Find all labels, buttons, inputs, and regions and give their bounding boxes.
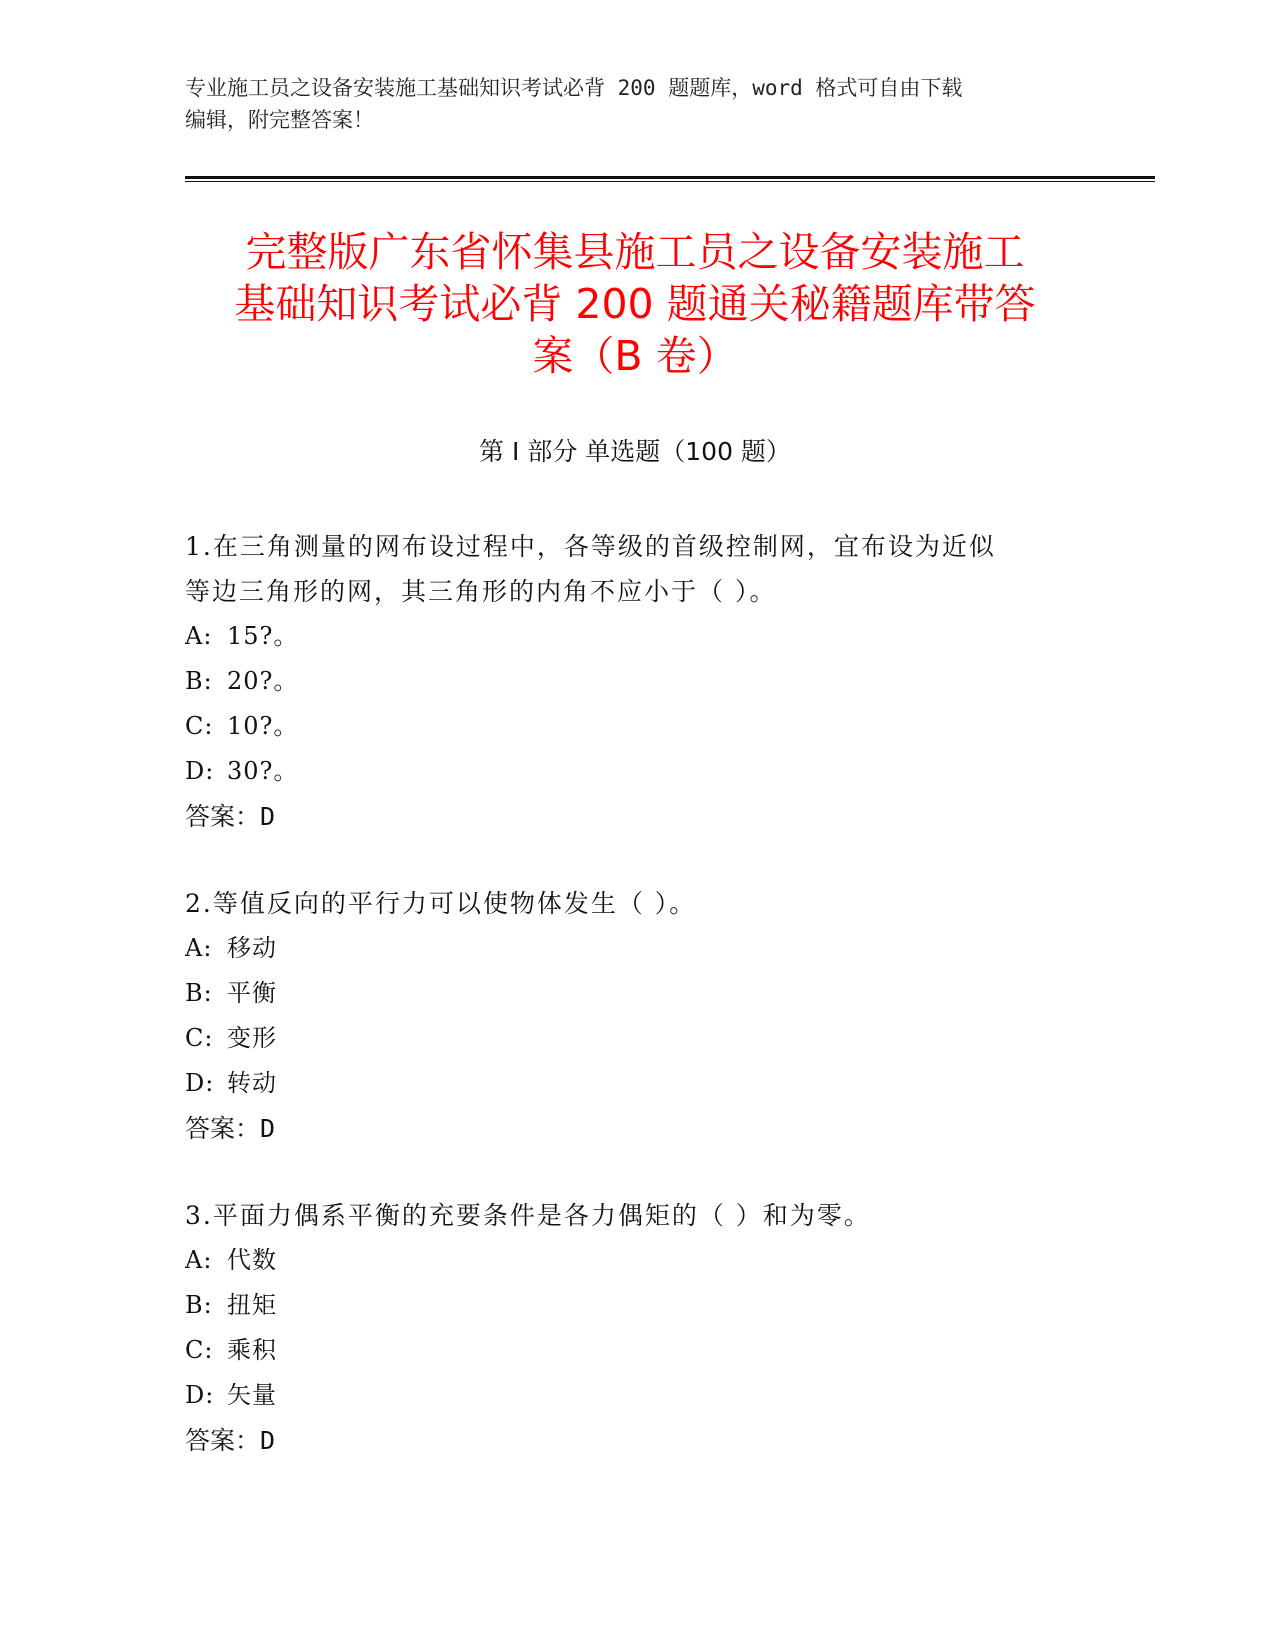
document-title-line-3: 案（B 卷） <box>532 332 738 380</box>
option-letter: C: <box>185 1024 214 1052</box>
question-text-line: 1.在三角测量的网布设过程中，各等级的首级控制网，宜布设为近似 <box>185 532 996 561</box>
option-letter: B: <box>185 979 213 1007</box>
option-text: 矢量 <box>227 1381 277 1409</box>
question-item <box>185 881 1065 1151</box>
option-letter: D: <box>185 757 215 785</box>
header-divider-thick <box>185 176 1155 179</box>
question-item <box>185 524 1065 839</box>
option-text: 变形 <box>227 1024 277 1052</box>
option-b <box>185 971 1065 1016</box>
option-text: 30?。 <box>227 757 299 785</box>
option-d <box>185 1061 1065 1106</box>
option-letter: D: <box>185 1069 215 1097</box>
option-letter: A: <box>185 622 213 650</box>
option-text: 平衡 <box>227 979 277 1007</box>
document-title <box>185 226 1085 382</box>
question-text-line: 等边三角形的网，其三角形的内角不应小于（ ）。 <box>185 577 777 606</box>
option-letter: D: <box>185 1381 215 1409</box>
option-text: 10?。 <box>227 712 299 740</box>
header-note-line-2: 编辑，附完整答案！ <box>185 108 374 132</box>
header-divider-thin <box>185 181 1155 182</box>
option-text: 转动 <box>227 1069 277 1097</box>
document-title-line-2: 基础知识考试必背 200 题通关秘籍题库带答 <box>234 280 1036 328</box>
option-text: 20?。 <box>227 667 299 695</box>
option-b <box>185 659 1065 704</box>
option-letter: A: <box>185 934 213 962</box>
option-d <box>185 749 1065 794</box>
answer-line: 答案：D <box>185 1114 276 1143</box>
question-text <box>185 1193 1065 1238</box>
section-title: 第 I 部分 单选题（100 题） <box>479 437 791 466</box>
option-c <box>185 704 1065 749</box>
option-d <box>185 1373 1065 1418</box>
option-c <box>185 1328 1065 1373</box>
question-text-line: 3.平面力偶系平衡的充要条件是各力偶矩的（ ）和为零。 <box>185 1201 871 1230</box>
option-text: 15?。 <box>227 622 299 650</box>
document-title-line-1: 完整版广东省怀集县施工员之设备安装施工 <box>245 228 1025 276</box>
question-list <box>185 524 1065 1505</box>
option-c <box>185 1016 1065 1061</box>
question-text <box>185 524 1065 614</box>
question-item <box>185 1193 1065 1463</box>
option-letter: A: <box>185 1246 213 1274</box>
option-letter: B: <box>185 1291 213 1319</box>
option-b <box>185 1283 1065 1328</box>
option-text: 代数 <box>227 1246 277 1274</box>
option-text: 移动 <box>227 934 277 962</box>
option-a <box>185 1238 1065 1283</box>
option-a <box>185 614 1065 659</box>
header-note <box>185 72 1085 136</box>
option-a <box>185 926 1065 971</box>
option-text: 乘积 <box>227 1336 277 1364</box>
option-text: 扭矩 <box>227 1291 277 1319</box>
answer-line: 答案：D <box>185 1426 276 1455</box>
header-note-line-1: 专业施工员之设备安装施工基础知识考试必背 200 题题库，word 格式可自由下载 <box>185 76 963 100</box>
answer-line: 答案：D <box>185 802 276 831</box>
question-text-line: 2.等值反向的平行力可以使物体发生（ ）。 <box>185 889 697 918</box>
option-letter: C: <box>185 1336 214 1364</box>
question-text <box>185 881 1065 926</box>
option-letter: B: <box>185 667 213 695</box>
option-letter: C: <box>185 712 214 740</box>
